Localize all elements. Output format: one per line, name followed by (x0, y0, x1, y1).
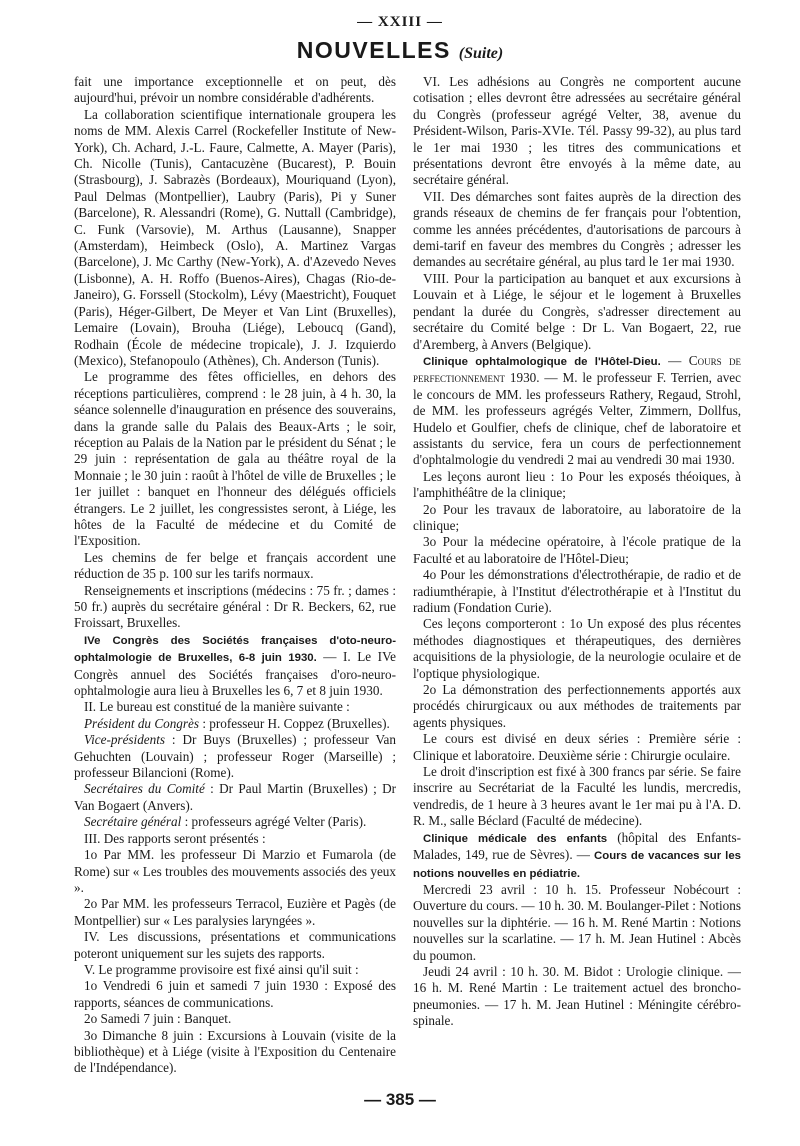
children-clinic-announcement (413, 830, 741, 882)
bureau-label: Président du Congrès (84, 715, 200, 731)
paragraph: Renseignements et inscriptions (médecins : 75 fr. ; dames : 50 fr.) auprès du secrétaire général : Dr R. Beckers, 62, rue Froissart, Bruxelles. (74, 582, 396, 631)
paragraph: Jeudi 24 avril : 10 h. 30. M. Bidot : Urologie clinique. — 16 h. M. René Martin : Le traitement actuel des broncho-pneumonies. — 17 h. M. Jean Hutinel : Méningite cérébro-spinale. (413, 963, 741, 1029)
section-suite: (Suite) (458, 45, 504, 62)
paragraph: 1o Vendredi 6 juin et samedi 7 juin 1930 : Exposé des rapports, séances de communications. (74, 978, 396, 1010)
bureau-label: Secrétaire général (84, 814, 182, 830)
paragraph: 2o Samedi 7 juin : Banquet. (84, 1011, 232, 1027)
section-heading (0, 37, 800, 63)
right-column (413, 74, 741, 1084)
paragraph: Le cours est divisé en deux séries : Première série : Clinique et laboratoire. Deuxième série : Chirurgie oculaire. (413, 731, 741, 763)
congress-announcement (74, 632, 396, 700)
paragraph: Le programme des fêtes officielles, en dehors des réceptions particulières, comprend : le 28 juin, à 4 h. 30, la séance solennelle d'inauguration en présence des souverains, dans la grande salle du Palais des Beaux-Arts ; le soir, réception au Palais de la Nation par le président du Sénat ; le 29 juin : représentation de gala au théâtre royal de la Monnaie ; le 30 juin : raoût à l'hôtel de ville de Bruxelles ; le 1er juillet : banquet en l'honneur des délégués officiels étrangers. Le 2 juillet, les congressistes seront, à Liége, les hôtes de la Faculté de médecine et du Comité de l'Exposition. (74, 369, 396, 549)
congress-text: — I. Le IVe Congrès annuel des Sociétés françaises d'oro-neuro-ophtalmologie aura lieu à Bruxelles les 6, 7 et 8 juin 1930. (74, 649, 396, 699)
page-number: — 385 — (364, 1090, 436, 1109)
roman-folio: — XXIII — (357, 14, 443, 30)
paragraph: 3o Pour la médecine opératoire, à l'école pratique de la Faculté et au laboratoire de l'Hôtel-Dieu; (413, 534, 741, 566)
paragraph: Le droit d'inscription est fixé à 300 francs par série. Se faire inscrire au Secrétariat de la Faculté les lundis, mercredis, vendredis, de 1 heure à 3 heures avant le 1er mai pu à l'A. D. R. M., salle Béclard (Faculté de médecine). (413, 764, 741, 829)
bureau-text: : Dr Paul Martin (Bruxelles) ; Dr Van Bogaert (Anvers). (74, 781, 396, 813)
paragraph: VII. Des démarches sont faites auprès de la direction des grands réseaux de chemins de fer français pour l'obtention, comme les années précédentes, d'autorisations de parcours à demi-tarif en faveur des membres du Congrès ; adresser les demandes au secrétaire général, au plus tard le 1er mai 1930. (413, 188, 741, 270)
paragraph: La collaboration scientifique internationale groupera les noms de MM. Alexis Carrel (Rockefeller Institute of New-York), Ch. Achard, J.-L. Faure, Calmette, A. Mayer (Paris), Ch. Nicolle (Tunis), Cantacuzène (Bucarest), P. Bouin (Strasbourg), J. Sabrazès (Bordeaux), Mouriquand (Lyon), Paul Delmas (Montpellier), Laubry (Paris), Pi y Suner (Barcelone), R. Alessandri (Rome), G. Nuttall (Cambridge), C. Funk (Varsovie), M. Arthus (Lausanne), Snapper (Amsterdam), Heimbeck (Oslo), A. Martinez Vargas (Barcelone), J. Mc Carthy (New-York), A. d'Azevedo Neves (Lisbonne), A. H. Roffo (Buenos-Aires), Chagas (Rio-de-Janeiro), G. Forssell (Stockolm), Lévy (Maestricht), Fouquet (Paris), Héger-Gilbert, De Meyer et Van Lint (Bruxelles), Lemaire (Lovain), Brouha (Liége), Leboucq (Gand), Rodhain (École de médecine tropicale), J. J. Izquierdo (Mexico), Stefanopoulo (Athènes), Ch. Anderson (Tunis). (74, 106, 396, 368)
paragraph: 4o Pour les démonstrations d'électrothérapie, de radio et de radiumthérapie, à l'Institut d'électrothérapie et à l'Institut du radium (Fondation Curie). (413, 567, 741, 615)
bureau-text: : professeurs agrégé Velter (Paris). (181, 814, 367, 830)
paragraph: 2o Par MM. les professeurs Terracol, Euzière et Pagès (de Montpellier) sur « Les paralysies laryngées ». (74, 896, 396, 928)
paragraph: Mercredi 23 avril : 10 h. 15. Professeur Nobécourt : Ouverture du cours. — 10 h. 30. M. Boulanger-Pilet : Notions nouvelles sur la diphtérie. — 16 h. M. René Martin : Notions nouvelles sur la scarlatine. — 17 h. M. Jean Hutinel : Abcès du poumon. (413, 881, 741, 963)
paragraph: II. Le bureau est constitué de la manière suivante : (84, 699, 350, 715)
paragraph: III. Des rapports seront présentés : (84, 830, 266, 846)
paragraph: 1o Par MM. les professeur Di Marzio et Fumarola (de Rome) sur « Les troubles des mouvements associés des yeux ». (74, 847, 396, 895)
bureau-text: : Dr Buys (Bruxelles) ; professeur Van Gehuchten (Louvain) ; professeur Roger (Marseille) ; professeur Bilancioni (Rome). (74, 732, 396, 781)
paragraph: 2o Pour les travaux de laboratoire, au laboratoire de la clinique; (413, 501, 741, 533)
children-clinic-title: Clinique médicale des enfants (423, 832, 608, 845)
paragraph: 2o La démonstration des perfectionnements apportés aux procédés chirurgicaux ou aux méthodes de traitements par agents physiques. (413, 682, 741, 730)
bureau-entry (74, 732, 396, 781)
paragraph: VIII. Pour la participation au banquet et aux excursions à Louvain et à Liége, le séjour et le logement à Bruxelles pendant la durée du Congrès, s'adresser directement au secrétaire du Comité belge : Dr L. Van Bogaert, 22, rue d'Aremberg, à Anvers (Belgique). (413, 270, 741, 352)
paragraph: 3o Dimanche 8 juin : Excursions à Louvain (visite de la bibliothèque) et à Liége (visite à l'Exposition du Centenaire de l'Indépendance). (74, 1027, 396, 1076)
clinic-title: Clinique ophtalmologique de l'Hôtel-Dieu. (423, 355, 661, 368)
children-clinic-course: Cours de vacances sur les notions nouvelles en pédiatrie. (413, 850, 741, 880)
paragraph: Ces leçons comporteront : 1o Un exposé des plus récentes méthodes diagnostiques et thérapeutiques, des dernières acquisitions de la physiologie, de la neurologie oculaire et de l'optique physiologique. (413, 616, 741, 681)
paragraph: VI. Les adhésions au Congrès ne comportent aucune cotisation ; elles devront être adressées au secrétaire général du Congrès (professeur agrégé Velter, 38, avenue du Président-Wilson, Paris-XVIe. Tél. Passy 99-32), au plus tard le 1er mai 1930 ; les titres des communications et présentations devront être envoyés à la même date, au secrétaire général. (413, 74, 741, 188)
clinic-course-label: — Cours de perfectionnement (413, 352, 741, 386)
paragraph: fait une importance exceptionnelle et on peut, dès aujourd'hui, prévoir un nombre considérable d'adhérents. (74, 74, 396, 106)
section-title: NOUVELLES (296, 37, 451, 63)
bureau-entry (74, 781, 396, 814)
paragraph: IV. Les discussions, présentations et communications poteront uniquement sur les sujets des rapports. (74, 929, 396, 961)
paragraph: Les leçons auront lieu : 1o Pour les exposés théoiques, à l'amphithéâtre de la clinique; (413, 468, 741, 501)
congress-title: IVe Congrès des Sociétés françaises d'oto-neuro-ophtalmologie de Bruxelles, 6-8 juin 1930. (74, 634, 396, 665)
bureau-entry (74, 716, 396, 732)
paragraph: V. Le programme provisoire est fixé ainsi qu'il suit : (84, 961, 359, 977)
paragraph: Les chemins de fer belge et français accordent une réduction de 35 p. 100 sur les tarifs normaux. (74, 549, 396, 582)
bureau-label: Secrétaires du Comité (84, 781, 205, 797)
children-clinic-text: (hôpital des Enfants-Malades, 149, rue de Sèvres). — (413, 829, 741, 863)
bureau-entry (74, 814, 396, 830)
clinic-announcement (413, 353, 741, 469)
bureau-text: : professeur H. Coppez (Bruxelles). (199, 715, 390, 731)
clinic-text: 1930. — M. le professeur F. Terrien, avec le concours de MM. les professeurs Rathery, Regaud, Strohl, de MM. les professeurs agrégés Velter, Zimmern, Dollfus, Hudelo et Goulfier, chefs de clinique, chef de laboratoire et assistants du service, fera un cours de perfectionnement d'ophtalmologie du vendredi 2 mai au vendredi 30 mai 1930. (413, 370, 741, 468)
bureau-label: Vice-présidents (84, 732, 166, 748)
left-column (74, 74, 396, 1084)
